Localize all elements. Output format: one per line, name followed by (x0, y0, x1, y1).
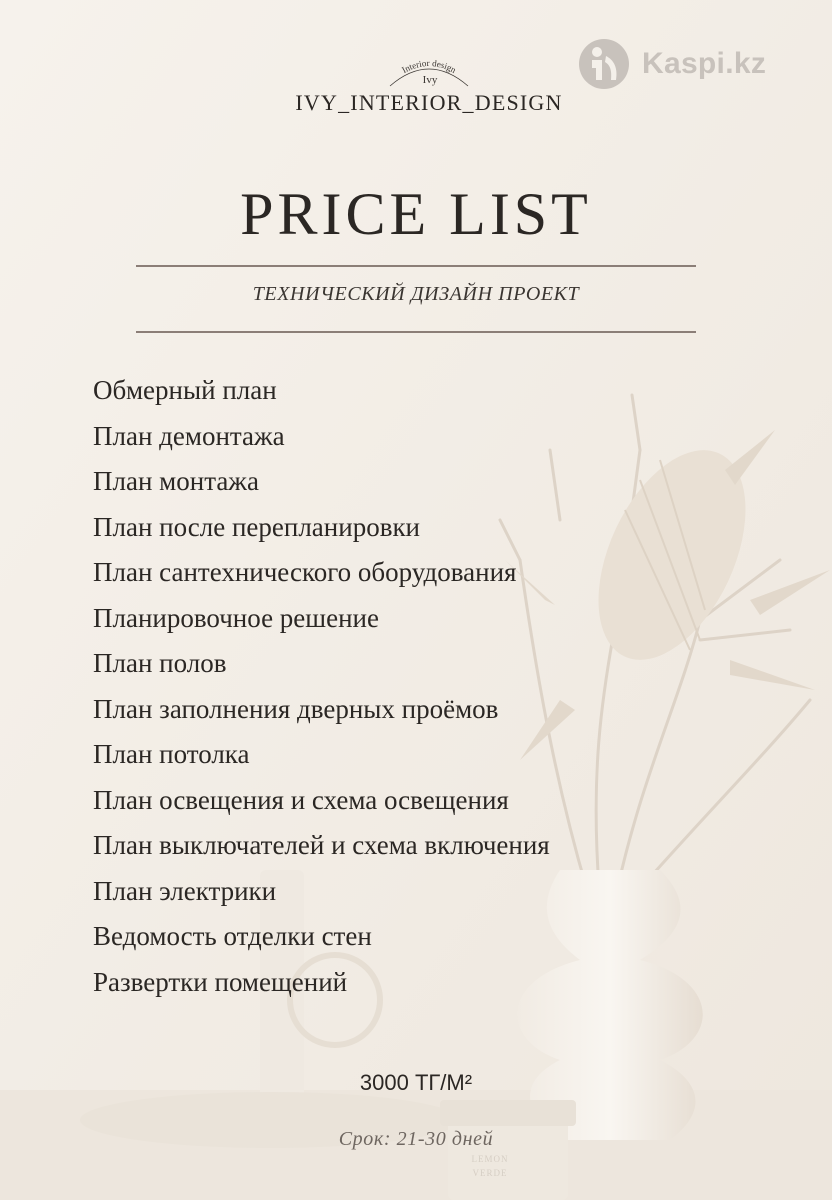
jar-label-line-1: LEMON (471, 1154, 509, 1164)
kaspi-watermark-text: Kaspi.kz (642, 47, 767, 80)
list-item: План после перепланировки (93, 511, 421, 542)
list-item: План демонтажа (93, 420, 285, 451)
list-item: План сантехнического оборудования (93, 557, 517, 587)
list-item: План заполнения дверных проёмов (93, 693, 499, 724)
list-item: План освещения и схема освещения (93, 784, 509, 815)
list-item: Ведомость отделки стен (93, 921, 372, 951)
services-list (93, 368, 550, 1005)
list-item: План электрики (93, 875, 277, 906)
kaspi-watermark (578, 38, 766, 90)
logo-small-text: Ivy (422, 74, 438, 86)
list-item: Развертки помещений (93, 966, 348, 997)
jar-label-line-2: VERDE (472, 1168, 508, 1178)
divider-bottom (136, 331, 696, 333)
logo-arc-text: Interior design (400, 57, 458, 76)
list-item: План полов (93, 648, 227, 678)
section-subtitle: ТЕХНИЧЕСКИЙ ДИЗАЙН ПРОЕКТ (252, 283, 580, 305)
kaspi-logo-icon (578, 38, 630, 90)
list-item: Обмерный план (93, 375, 277, 405)
list-item: План монтажа (93, 466, 259, 496)
list-item: План выключателей и схема включения (93, 830, 550, 860)
brand-name: IVY_INTERIOR_DESIGN (295, 90, 563, 115)
list-item: План потолка (93, 739, 250, 769)
list-item: Планировочное решение (93, 602, 379, 633)
divider-top (136, 265, 696, 267)
page-title: PRICE LIST (240, 181, 592, 247)
price-label: 3000 ТГ/М² (359, 1070, 473, 1095)
term-label: Срок: 21-30 дней (338, 1128, 494, 1150)
svg-text:Interior design (400, 58, 458, 75)
